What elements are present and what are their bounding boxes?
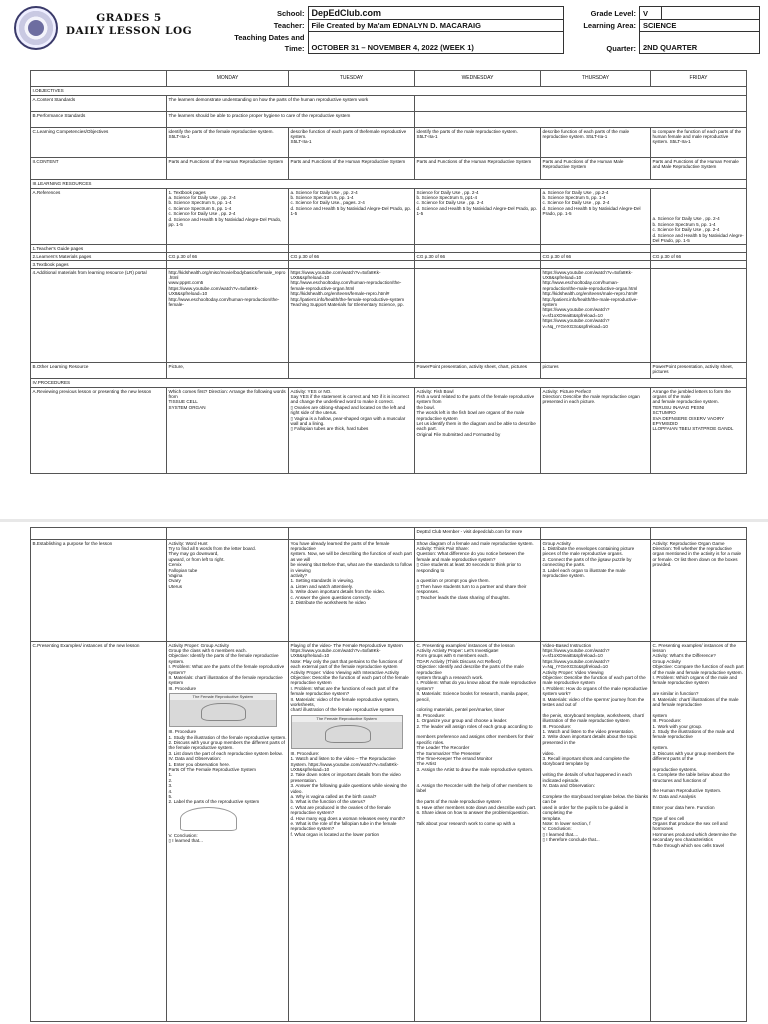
lm-tuesday: CG p.30 of 66 <box>289 253 415 261</box>
purpose-monday: Activity: Word Hunt Try to find all 5 words from the letter board. They may go downward, upward, or from left to right. Cervix Fallopian tube Vagina Ovary Uterus <box>167 540 289 642</box>
references-monday: 1. Textbook pages a. Science for Daily Use , pp. 2-4 b. Science Spectrum 5, pp. 1-4 c. Science Spectrum 5, pp. 1-4 c. Science for Daily Use , pp. 2-4 d. Science and Health 5 by Natividad Alegre-Del Prado, pp. 1-5 <box>167 189 289 245</box>
additional-materials-label: 4.Additional materials from learning resource (LR) portal <box>31 269 167 363</box>
review-friday: Arrange the jumbled letters to form the organs of the male and female reproductive system. TERUSU INAVAG PESNI SCTUMRO SVA DEFNSERE OIXERV VAOIRY EPYMISDID LLOPFAIAN TBEU STATPROE GANDL <box>651 388 747 474</box>
other-wednesday: PowerPoint presentation, activity sheet, chart, pictures <box>415 363 541 379</box>
competencies-label: C.Learning Competencies/Objectives <box>31 128 167 158</box>
monday-conclusion-text: V. Conclusion: ▯ I learned that... <box>168 832 203 844</box>
additional-tuesday: https://www.youtube.com/watch?v=5xfa8Kk-UX8&spfreload=10 http://www.eschooltoday.com/human-reproduction/the-female-reproductive-organ.html http://kidshealth.org/en/teens/female-repro.html# http://patient.info/health/the-female-reproductive-system Teaching Support Materials for Elementary Science, pp. <box>289 269 415 363</box>
references-label: A.References <box>31 189 167 245</box>
competency-friday: to compare the function of each parts of the human female and male reproductive system. S5LT-IIa-1 <box>651 128 747 158</box>
review-monday: Which comes first? Direction: Arrange the following words from TISSUE CELL SYSTEM ORGAN <box>167 388 289 474</box>
tuesday-activity-text: Playing of the video- The Female Reproductive System https://www.youtube.com/watch?v=5xfa8Kk-UX8&spfreload=10 Note: Play only the part that pertains to the functions of each external part of the female reproductive system Activity Proper: Video Viewing with Interactive Activity Objective: Describe the function of each part of the female reproductive system I. Problem: What are the functions of each part of the female reproductive system? II. Materials: video of the female reproductive system, worksheets, chart/ illustration of the female reproductive system <box>290 642 409 713</box>
review-label: A.Reviewing previous lesson or presenting the new lesson <box>31 388 167 474</box>
dates-label-2: Time: <box>226 43 308 54</box>
grade-value: V <box>640 7 662 20</box>
competency-wednesday: identify the parts of the male reproductive system. S5LT-IIa-1 <box>415 128 541 158</box>
references-friday: a. Science for Daily Use , pp. 2-4 b. Science Spectrum 5, pp. 1-4 c. Science for Daily Use , pp. 2-4 d. Science and Health 5 by Natividad Alegre-Del Prado, pp. 1-5 <box>651 189 747 245</box>
diagram-caption: The Female Reproductive System <box>192 694 253 700</box>
performance-standards-text: The learners should be able to practice proper hygiene to care of the reproductive system <box>167 112 415 128</box>
teacher-value: File Created by Ma'am EDNALYN D. MACARAIG <box>308 20 564 32</box>
log-title <box>64 12 194 38</box>
presenting-thursday: Video-Based Instruction https://www.youtube.com/watch?v=sf1oXDIeaiE&spfreload=10 https://www.youtube.com/watch?v=Nq_rYGeXG3c&spfreload=10 Activity Proper: Video Viewing Objective: Describe the function of each part of the male reproductive system I. Problem: How do organs of the male reproductive system work? II. Materials: video of the sperms' journey from the testes and out of the penis, storyboard template, worksheets, chart/ illustration of the male reproductive system III. Procedure: 1. Watch and listen to the video presentation. 2. Write down important details about the topic presented in the video. 3. Recall important shots and complete the storyboard template by writing the details of what happened in each indicated episode. IV. Data and Observation: Complete the storyboard template below. the blanks can be used in order for the pupils to be guided in completing the template. Note: In lower section, f V. Conclusion: ▯ I learned that.... ▯ I therefore conclude that... <box>541 642 651 1022</box>
references-wednesday: Science for Daily Use , pp. 2-4 b. Science Spectrum 5, pp1-4 c. Science for Daily Use , pp. 2-4 d. Science and Health 5 by Natividad Alegre-Del Prado, pp. 1-5 <box>415 189 541 245</box>
tuesday-procedure-text: III. Procedure: 1. Watch and listen to the video – The Reproductive System. https://www.youtube.com/watch?v=5xfa8Kk-UX8&spfreload=10 2. Take down notes or important details from the video presentation. 3. Answer the following guide questions while viewing the video. a. Why is vagina called as the birth canal? b. What is the function of the uterus? c. What are produced in the ovaries of the female reproductive system? d. How many egg does a woman releases every month? e. What is the role of the fallopian tube in the female reproductive system? f. What organ is located at the lower portion <box>290 750 407 837</box>
lm-wednesday: CG p.30 of 66 <box>415 253 541 261</box>
review-thursday: Activity: Picture Perfect! Direction: Describe the male reproductive organ presented in each picture. <box>541 388 651 474</box>
objectives-heading: I.OBJECTIVES <box>31 87 747 96</box>
female-reproductive-diagram-2 <box>291 715 403 749</box>
content-standards-blank <box>415 96 747 112</box>
corner-cell <box>31 71 167 87</box>
deped-club-note: DepEd Club Member - visit depedclub.com for more <box>415 528 541 540</box>
textbook-pages-label: 3.Textbook pages <box>31 261 167 269</box>
performance-standards-blank <box>415 112 747 128</box>
other-tuesday <box>289 363 415 379</box>
grade-label: Grade Level: <box>564 7 640 20</box>
dates-label-1: Teaching Dates and <box>226 32 308 43</box>
area-label: Learning Area: <box>564 20 640 32</box>
competency-tuesday: describe function of each parts of thefemale reproductive system. S5LT-IIa-1 <box>289 128 415 158</box>
lm-friday: CG p.30 of 66 <box>651 253 747 261</box>
content-label: II.CONTENT <box>31 158 167 180</box>
purpose-label: B.Establishing a purpose for the lesson <box>31 540 167 642</box>
header-info-table <box>226 6 760 54</box>
monday-procedure-text: III. Procedure 1. Study the illustration of the female reproductive system. 2. Discuss with your group members the different parts of the female reproductive system. 3. List down the part of each reproductive system below. IV. Data and Observation: 1. Enter you observation here. Parts Of The Female Reproductive System 1. 2. 3. 4. 5. 2. Label the parts of the reproductive system <box>168 729 287 805</box>
monday-activity-text: Activity Proper: Group Activity Group the class with 6 members each. Objective: Identify the parts of the female reproductive system. I. Problem: What are the parts of the female reproductive system? II. Materials: chart/ illustration of the female reproductive system III. Procedure <box>168 642 285 691</box>
grade-title: GRADES 5 <box>96 12 162 24</box>
content-tuesday: Parts and Functions of the Human Reproductive System <box>289 158 415 180</box>
additional-monday: http://kidshealth.org/misc/movie/bodybasics/female_repro.html www.pppst.com5 https://www.youtube.com/watch?v=5xfa8Kk-UX8&spfreload=10 http://www.eschooltoday.com/human-reproduction/the-female- <box>167 269 289 363</box>
school-label: School: <box>226 7 308 20</box>
day-tuesday: TUESDAY <box>289 71 415 87</box>
female-reproductive-diagram <box>169 693 278 727</box>
quarter-value: 2ND QUARTER <box>640 32 760 54</box>
area-value: SCIENCE <box>640 20 760 32</box>
learners-materials-label: 2.Learners's Materials pages <box>31 253 167 261</box>
competency-monday: identify the parts of the female reproductive system. S5LT-IIa-1 <box>167 128 289 158</box>
lm-monday: CG p.30 of 66 <box>167 253 289 261</box>
diagram-caption-2: The Female Reproductive System <box>316 715 377 721</box>
teacher-label: Teacher: <box>226 20 308 32</box>
school-value: DepEdClub.com <box>308 7 564 20</box>
day-friday: FRIDAY <box>651 71 747 87</box>
other-monday: Picture, <box>167 363 289 379</box>
uterus-outline-diagram <box>180 807 237 831</box>
content-monday: Parts and Functions of the Human Reproductive System <box>167 158 289 180</box>
day-monday: MONDAY <box>167 71 289 87</box>
presenting-wednesday: C. Presenting examples/ instances of the lesson Activity Activity Proper: Let's Investigate! Form groups with 6 members each. TDAR Activity (Think Discuss Act Reflect) Objective: Identify and describe the parts of the male reproductive system through a research work. I. Problem: What do you know about the male reproductive system? II. Materials: Science books for research, manila paper, pencil, coloring materials, pentel pen/marker, timer III. Procedure: 1. Organize your group and choose a leader. 2. The leader will assign roles of each group according to members preference and assigns other members for their specific roles. The Leader The Recorder The Summarizer The Presenter The Time-Keeper The errand Monitor The Artist 3. Assign the Artist to draw the male reproductive system. 4. Assign the Recorder with the help of other members to label the parts of the male reproductive system 5. Have other members note down and describe each part. 6. Share ideas on how to answer the problem/question. Talk about your research work to come up with a <box>415 642 541 1022</box>
purpose-wednesday: Show diagram of a female and male reproductive system. Activity: Think Pair Share: Question: What difference do you notice between the female and male reproductive system? ▯ Give students at least 30 seconds to think prior to responding to a question or prompt you give them. ▯ Then have students turn to a partner and share their responses. ▯ Teacher leads the class sharing of thoughts. <box>415 540 541 642</box>
other-friday: PowerPoint presentation, activity sheet, pictures <box>651 363 747 379</box>
additional-friday <box>651 269 747 363</box>
lm-thursday: CG p.30 of 66 <box>541 253 651 261</box>
presenting-friday: C. Presenting examples/ instances of the lesson Activity: What's the Difference? Group Activity Objective: Compare the function of each part of the male and female reproductive system. I. Problem: Which organs of the male and female reproductive system are similar in function? II. Materials: chart/ illustrations of the male and female reproductive system III. Procedure: 1. Work with your group. 2. Study the illustrations of the male and female reproductive system. 3. Discuss with your group members the different parts of the reproductive systems. 4. Complete the table below about the structures and functions of the Human Reproductive System. IV. Data and Analysis Enter your data here. Function Type of sex cell Organs that produce the sex cell and hormones Hormones produced which determine the secondary sex characteristics Tube through which sex cells travel <box>651 642 747 1022</box>
other-thursday: pictures <box>541 363 651 379</box>
content-wednesday: Parts and Functions of the Human Reproductive System <box>415 158 541 180</box>
other-resource-label: B.Other Learning Resource <box>31 363 167 379</box>
deped-seal-icon <box>14 6 58 50</box>
presenting-tuesday <box>289 642 415 1022</box>
additional-wednesday <box>415 269 541 363</box>
lesson-grid-page-2 <box>30 527 747 1022</box>
presenting-monday <box>167 642 289 1022</box>
content-standards-label: A.Content Standards <box>31 96 167 112</box>
log-subtitle: DAILY LESSON LOG <box>65 25 193 37</box>
lesson-log-page-2 <box>0 522 768 1024</box>
presenting-label: C.Presenting Examples/ instances of the new lesson <box>31 642 167 1022</box>
content-friday: Parts and Functions of the Human Female and Male Reproductive System <box>651 158 747 180</box>
dates-value: OCTOBER 31 – NOVEMBER 4, 2022 (WEEK 1) <box>308 32 564 54</box>
performance-standards-label: B.Performance Standards <box>31 112 167 128</box>
additional-thursday: https://www.youtube.com/watch?v=5xfa8Kk-UX8&spfreload=10 http://www.eschooltoday.com/human-reproduction/the-male-reproductive-organ.html http://kidshealth.org/en/teens/male-repro.html# http://patient.info/health/the-male-reproductive-system https://www.youtube.com/watch?v=sf1oXDIeaiE&spfreload=10 https://www.youtube.com/watch?v=Nq_rYGeXG3c&spfreload=10 <box>541 269 651 363</box>
grade-blank <box>662 7 760 20</box>
content-standards-text: The learners demonstrate understanding on how the parts of the human reproductive system work <box>167 96 415 112</box>
competency-thursday: describe function of each parts of the male reproductive system. S5LT-IIa-1 <box>541 128 651 158</box>
references-thursday: a. Science for Daily Use , pp.2-4 b. Science Spectrum 5, pp. 1-4 c. Science for Daily Use , pp. 2-4 d. Science and Health 5 by Natividad Alegre-Del Prado, pp. 1-5 <box>541 189 651 245</box>
content-thursday: Parts and Functions of the Human Male Reproductive System <box>541 158 651 180</box>
day-wednesday: WEDNESDAY <box>415 71 541 87</box>
purpose-thursday: Group Activity 1. Distribute the envelopes containing picture pieces of the male reproductive organs. 2. Connect the parts of the jigsaw puzzle by connecting the parts. 3. Label each organ to illustrate the male reproductive system. <box>541 540 651 642</box>
purpose-tuesday: You have already learned the parts of the female reproductive system. Now, we will be describing the function of each part as we will be viewing titut Before that, what are the standards to follow in viewing activity? 1. Setting standards in viewing. a. Listen and watch attentively. b. Write down important details from the video. c. Answer the given questions correctly. 2. Distribute the worksheets he video <box>289 540 415 642</box>
procedures-heading: IV.PROCEDURES <box>31 379 747 388</box>
teachers-guide-label: 1.Teacher's Guide pages <box>31 245 167 253</box>
references-tuesday: a. Science for Daily Use , pp. 2-4 b. Science Spectrum 5, pp. 1-4 c. Science for Daily Use., pages. 2-4 d. Science and Health 5 by Natividad Alegre-Del Prado, pp. 1-5 <box>289 189 415 245</box>
quarter-label: Quarter: <box>564 32 640 54</box>
lesson-grid-page-1 <box>30 70 747 474</box>
purpose-friday: Activity: Reproductive Organ Game Direction: Tell whether the reproductive organ mentioned in the activity is for a male or female. Or list them down on the boxes provided. <box>651 540 747 642</box>
review-tuesday: Activity: YES or NO. Say YES if the statement is correct and NO if it is incorrect and change the underlined word to make it correct. ▯ Ovaries are oblong-shaped and located on the left and right side of the uterus. ▯ Vagina is a hallow, pear-shaped organ with a muscular wall and a lining. ▯ Fallopian tubes are thick, hard tubes <box>289 388 415 474</box>
resources-heading: III.LEARNING RESOURCES <box>31 180 747 189</box>
day-thursday: THURSDAY <box>541 71 651 87</box>
review-wednesday: Activity: Fish Bowl Fish a word related to the parts of the female reproductive system from the bowl. The words left in the fish bowl are organs of the male reproductive system Let us identify them in the diagram and be able to describe each part. Original File Submitted and Formatted by <box>415 388 541 474</box>
